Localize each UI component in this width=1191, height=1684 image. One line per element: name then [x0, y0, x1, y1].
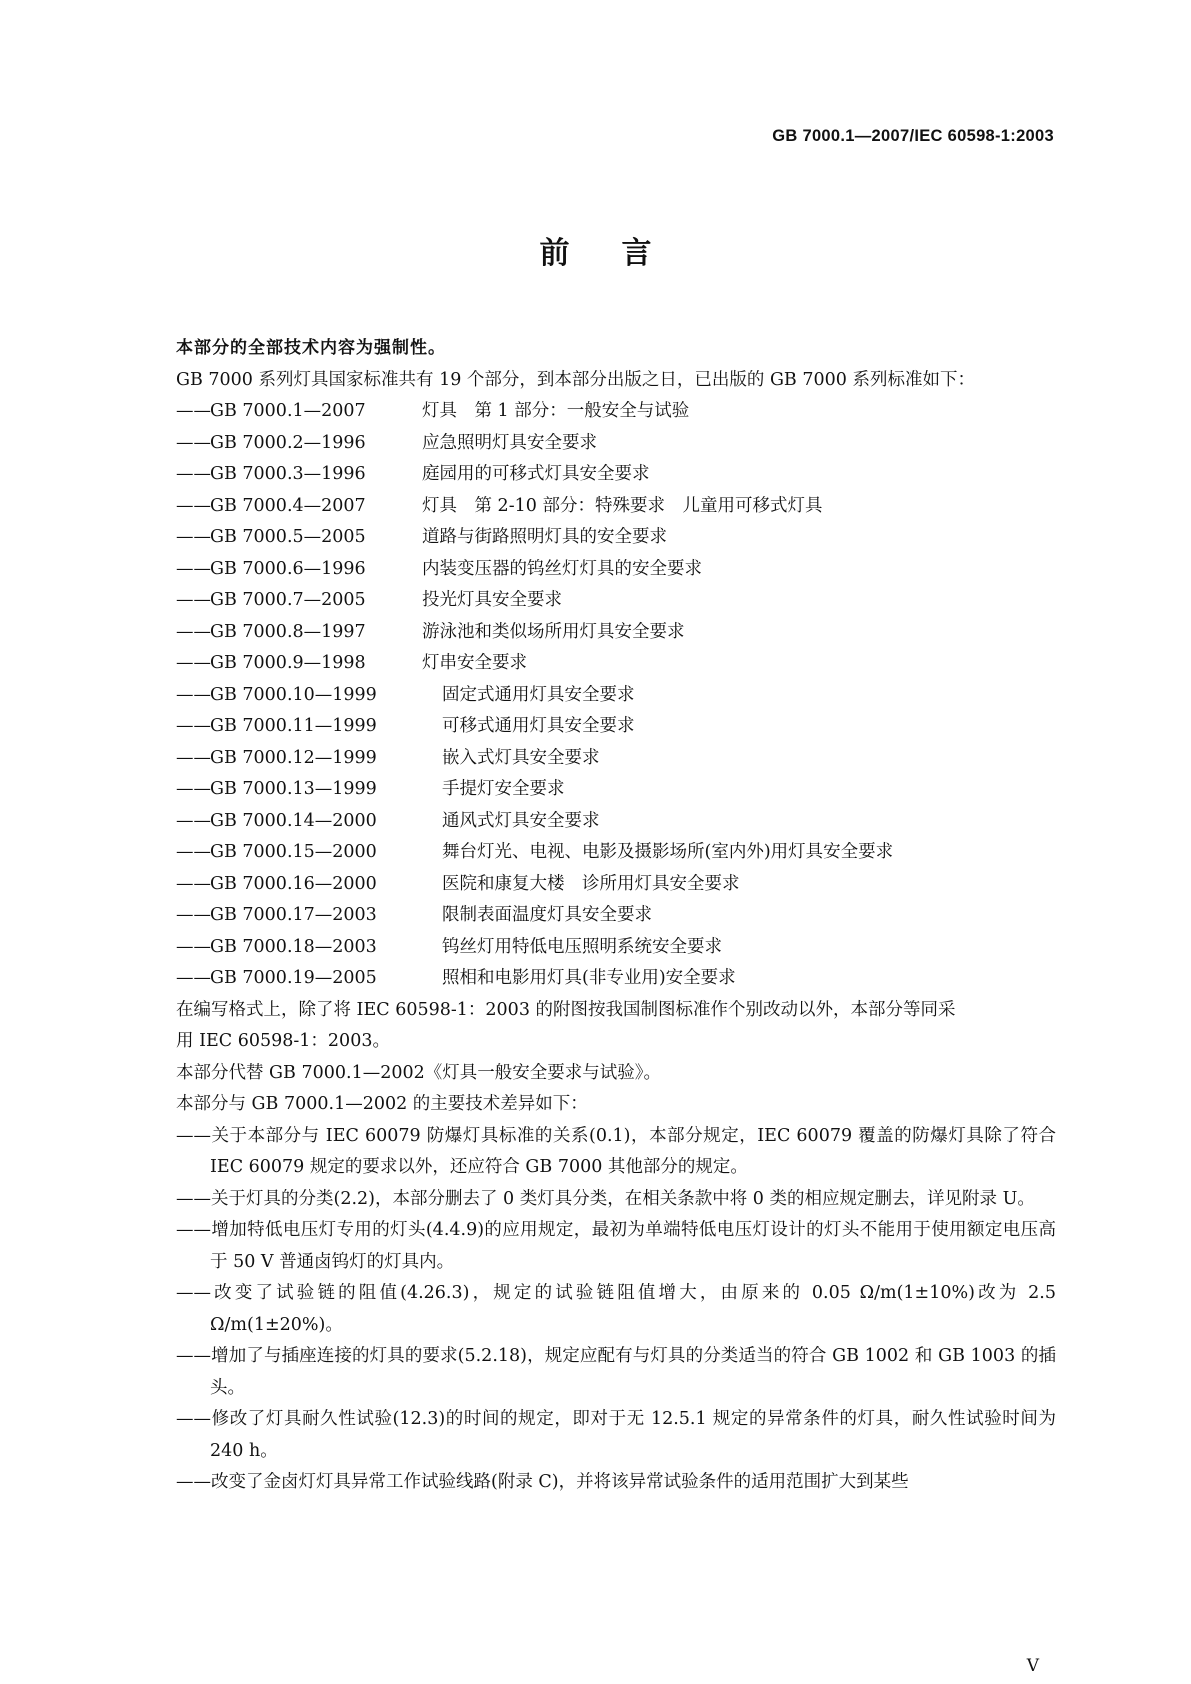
dash-marker: —— — [176, 1409, 211, 1429]
page-number: V — [1026, 1656, 1039, 1676]
standard-code: GB 7000.9—1998 — [210, 653, 366, 673]
gb-number: GB 7000.1—2007 — [772, 127, 910, 145]
dash-marker: —— — [176, 810, 211, 831]
dash-marker: —— — [176, 432, 211, 453]
dash-marker: —— — [176, 873, 211, 894]
standard-title: 舞台灯光、电视、电影及摄影场所(室内外)用灯具安全要求 — [442, 842, 894, 862]
standard-list-item — [176, 743, 1056, 775]
standard-number-header: GB 7000.1—2007/IEC 60598-1:2003 — [772, 127, 1054, 145]
difference-text: 增加特低电压灯专用的灯头(4.4.9)的应用规定，最初为单端特低电压灯设计的灯头不能用于使用额定电压高于 50 V 普通卤钨灯的灯具内。 — [210, 1220, 1056, 1272]
standard-title: 钨丝灯用特低电压照明系统安全要求 — [442, 936, 722, 957]
standard-list-item — [176, 711, 1056, 743]
difference-text: 改变了试验链的阻值(4.26.3)，规定的试验链阻值增大，由原来的 0.05 Ω/m(1±10%)改为 2.5 Ω/m(1±20%)。 — [210, 1283, 1056, 1335]
difference-text: 关于灯具的分类(2.2)，本部分删去了 0 类灯具分类，在相关条款中将 0 类的相应规定删去，详见附录 U。 — [211, 1188, 1035, 1209]
series-intro: GB 7000 系列灯具国家标准共有 19 个部分，到本部分出版之日，已出版的 GB 7000 系列标准如下： — [176, 369, 975, 390]
difference-item — [176, 1121, 1056, 1184]
standard-code: GB 7000.16—2000 — [210, 873, 377, 894]
standard-list-item — [176, 522, 1056, 554]
difference-item — [176, 1184, 1056, 1216]
dash-marker: —— — [176, 1346, 211, 1366]
mandatory-statement: 本部分的全部技术内容为强制性。 — [176, 338, 446, 358]
standard-title: 灯串安全要求 — [422, 653, 527, 673]
standard-list-item — [176, 617, 1056, 649]
standard-list-item — [176, 428, 1056, 460]
standard-code: GB 7000.8—1997 — [210, 621, 366, 642]
standard-code: GB 7000.13—1999 — [210, 779, 377, 799]
dash-marker: —— — [176, 621, 211, 642]
standard-code: GB 7000.18—2003 — [210, 936, 377, 957]
standard-list-item — [176, 837, 1056, 869]
iec-number: IEC 60598-1:2003 — [914, 127, 1054, 145]
difference-text: 增加了与插座连接的灯具的要求(5.2.18)，规定应配有与灯具的分类适当的符合 GB 1002 和 GB 1003 的插头。 — [210, 1346, 1056, 1398]
standard-code: GB 7000.12—1999 — [210, 747, 377, 768]
document-body — [176, 333, 1056, 1499]
standard-code: GB 7000.6—1996 — [210, 558, 366, 579]
standards-list — [176, 396, 1056, 995]
standard-code: GB 7000.4—2007 — [210, 495, 366, 516]
dash-marker: —— — [176, 779, 211, 799]
difference-item — [176, 1467, 1056, 1499]
dash-marker: —— — [176, 1125, 211, 1146]
dash-marker: —— — [176, 1472, 211, 1492]
standard-title: 投光灯具安全要求 — [422, 590, 562, 610]
dash-marker: —— — [176, 842, 211, 862]
standard-code: GB 7000.3—1996 — [210, 464, 366, 484]
page-title: 前言 — [539, 236, 704, 271]
standard-title: 嵌入式灯具安全要求 — [442, 747, 600, 768]
standard-title: 庭园用的可移式灯具安全要求 — [422, 464, 650, 484]
standard-list-item — [176, 869, 1056, 901]
standard-code: GB 7000.2—1996 — [210, 432, 366, 453]
standard-code: GB 7000.5—2005 — [210, 527, 366, 547]
standard-list-item — [176, 554, 1056, 586]
standard-list-item — [176, 680, 1056, 712]
standard-list-item — [176, 963, 1056, 995]
standard-list-item — [176, 900, 1056, 932]
standard-code: GB 7000.10—1999 — [210, 684, 377, 705]
standard-list-item — [176, 806, 1056, 838]
standard-title: 内装变压器的钨丝灯灯具的安全要求 — [422, 558, 702, 579]
standard-title: 限制表面温度灯具安全要求 — [442, 905, 652, 925]
format-paragraph-2: 用 IEC 60598-1：2003。 — [176, 1031, 390, 1051]
difference-item — [176, 1278, 1056, 1341]
dash-marker: —— — [176, 1283, 211, 1303]
standard-list-item — [176, 774, 1056, 806]
standard-title: 照相和电影用灯具(非专业用)安全要求 — [442, 968, 736, 988]
standard-list-item — [176, 459, 1056, 491]
standard-code: GB 7000.14—2000 — [210, 810, 377, 831]
dash-marker: —— — [176, 747, 211, 768]
dash-marker: —— — [176, 590, 211, 610]
dash-marker: —— — [176, 653, 211, 673]
dash-marker: —— — [176, 401, 211, 421]
standard-title: 应急照明灯具安全要求 — [422, 432, 597, 453]
dash-marker: —— — [176, 495, 211, 516]
differences-list — [176, 1121, 1056, 1499]
standard-code: GB 7000.17—2003 — [210, 905, 377, 925]
standard-title: 灯具 第 1 部分：一般安全与试验 — [422, 401, 690, 421]
dash-marker: —— — [176, 527, 211, 547]
dash-marker: —— — [176, 1220, 211, 1240]
standard-title: 医院和康复大楼 诊所用灯具安全要求 — [442, 873, 740, 894]
difference-text: 改变了金卤灯灯具异常工作试验线路(附录 C)，并将该异常试验条件的适用范围扩大到某些 — [211, 1472, 909, 1492]
standard-list-item — [176, 932, 1056, 964]
dash-marker: —— — [176, 1188, 211, 1209]
dash-marker: —— — [176, 905, 211, 925]
dash-marker: —— — [176, 464, 211, 484]
dash-marker: —— — [176, 684, 211, 705]
dash-marker: —— — [176, 936, 211, 957]
standard-list-item — [176, 396, 1056, 428]
dash-marker: —— — [176, 968, 211, 988]
standard-title: 游泳池和类似场所用灯具安全要求 — [422, 621, 685, 642]
standard-title: 固定式通用灯具安全要求 — [442, 684, 635, 705]
difference-item — [176, 1215, 1056, 1278]
standard-code: GB 7000.7—2005 — [210, 590, 366, 610]
standard-list-item — [176, 585, 1056, 617]
standard-list-item — [176, 491, 1056, 523]
standard-title: 灯具 第 2-10 部分：特殊要求 儿童用可移式灯具 — [422, 495, 823, 516]
difference-text: 修改了灯具耐久性试验(12.3)的时间的规定，即对于无 12.5.1 规定的异常条件的灯具，耐久性试验时间为 240 h。 — [210, 1409, 1056, 1461]
standard-list-item — [176, 648, 1056, 680]
standard-code: GB 7000.15—2000 — [210, 842, 377, 862]
difference-text: 关于本部分与 IEC 60079 防爆灯具标准的关系(0.1)，本部分规定，IEC 60079 覆盖的防爆灯具除了符合 IEC 60079 规定的要求以外，还应符合 GB 7000 其他部分的规定。 — [210, 1125, 1056, 1177]
dash-marker: —— — [176, 716, 211, 736]
format-paragraph-1: 在编写格式上，除了将 IEC 60598-1：2003 的附图按我国制图标准作个别改动以外，本部分等同采 — [176, 999, 956, 1020]
standard-title: 可移式通用灯具安全要求 — [442, 716, 635, 736]
standard-title: 道路与街路照明灯具的安全要求 — [422, 527, 667, 547]
replaces-statement: 本部分代替 GB 7000.1—2002《灯具一般安全要求与试验》。 — [176, 1062, 661, 1083]
difference-item — [176, 1404, 1056, 1467]
differences-intro: 本部分与 GB 7000.1—2002 的主要技术差异如下： — [176, 1094, 588, 1114]
standard-code: GB 7000.11—1999 — [210, 716, 377, 736]
standard-code: GB 7000.1—2007 — [210, 401, 366, 421]
difference-item — [176, 1341, 1056, 1404]
standard-code: GB 7000.19—2005 — [210, 968, 377, 988]
standard-title: 通风式灯具安全要求 — [442, 810, 600, 831]
dash-marker: —— — [176, 558, 211, 579]
standard-title: 手提灯安全要求 — [442, 779, 565, 799]
